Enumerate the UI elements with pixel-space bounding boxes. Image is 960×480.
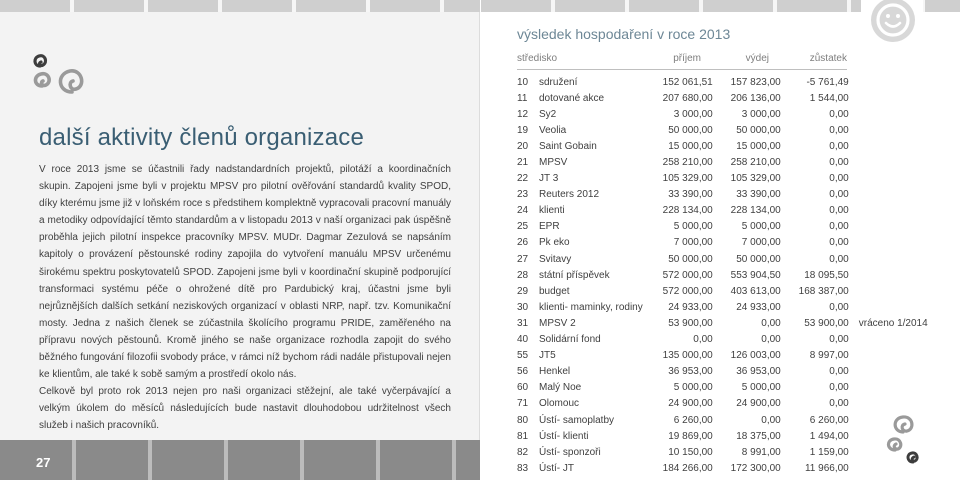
cell-center-name: dotované akce xyxy=(539,92,605,104)
cell-income: 10 150,00 xyxy=(668,446,713,458)
cell-code: 26 xyxy=(517,237,529,249)
cell-center-name: MPSV 2 xyxy=(539,317,576,329)
cell-income: 5 000,00 xyxy=(673,221,713,233)
cell-income: 15 000,00 xyxy=(668,140,713,152)
cell-note xyxy=(849,219,928,235)
cell-income: 258 210,00 xyxy=(662,157,713,169)
cell-expense: 5 000,00 xyxy=(741,221,781,233)
cell-expense: 0,00 xyxy=(761,317,781,329)
cell-income: 50 000,00 xyxy=(668,253,713,265)
page-number: 27 xyxy=(36,455,51,470)
table-row xyxy=(517,106,928,122)
table-row xyxy=(517,122,928,138)
cell-income: 105 329,00 xyxy=(662,173,713,185)
cell-code: 24 xyxy=(517,205,529,217)
cell-code: 22 xyxy=(517,173,529,185)
cell-note xyxy=(849,171,928,187)
cell-balance: 0,00 xyxy=(829,382,849,394)
cell-balance: 8 997,00 xyxy=(809,350,849,362)
cell-income: 3 000,00 xyxy=(673,108,713,120)
column-header-center: středisko xyxy=(517,53,558,64)
table-row xyxy=(517,348,928,364)
cell-note xyxy=(849,283,928,299)
cell-income: 5 000,00 xyxy=(673,382,713,394)
cell-income: 228 134,00 xyxy=(662,205,713,217)
table-row xyxy=(517,187,928,203)
cell-expense: 3 000,00 xyxy=(741,108,781,120)
cell-balance: 0,00 xyxy=(829,205,849,217)
table-row xyxy=(517,219,928,235)
cell-expense: 0,00 xyxy=(761,414,781,426)
cell-balance: 1 159,00 xyxy=(809,446,849,458)
cell-center-name: Ústí- samoplatby xyxy=(539,414,615,426)
cell-note xyxy=(849,332,928,348)
cell-balance: 0,00 xyxy=(829,108,849,120)
cell-balance: 0,00 xyxy=(829,334,849,346)
cell-balance: 0,00 xyxy=(829,237,849,249)
cell-code: 60 xyxy=(517,382,529,394)
cell-center-name: státní příspěvek xyxy=(539,269,610,281)
cell-center-name: Malý Noe xyxy=(539,382,582,394)
cell-center-name: sdružení xyxy=(539,76,578,88)
cell-center-name: Svitavy xyxy=(539,253,572,265)
cell-code: 21 xyxy=(517,157,529,169)
cell-income: 135 000,00 xyxy=(662,350,713,362)
cell-expense: 7 000,00 xyxy=(741,237,781,249)
cell-note xyxy=(849,106,928,122)
cell-balance: 6 260,00 xyxy=(809,414,849,426)
cell-center-name: budget xyxy=(539,285,570,297)
cell-code: 20 xyxy=(517,140,529,152)
cell-note: vráceno 1/2014 xyxy=(858,317,928,329)
table-row xyxy=(517,315,928,331)
cell-note xyxy=(849,122,928,138)
cell-expense: 5 000,00 xyxy=(741,382,781,394)
cell-expense: 172 300,00 xyxy=(730,462,781,474)
cell-balance: 0,00 xyxy=(829,124,849,136)
cell-note xyxy=(849,187,928,203)
cell-center-name: klienti- maminky, rodiny xyxy=(539,301,643,313)
cell-code: 56 xyxy=(517,366,529,378)
cell-center-name: Ústí- JT xyxy=(539,462,574,474)
cell-expense: 24 900,00 xyxy=(736,398,781,410)
cell-income: 24 900,00 xyxy=(668,398,713,410)
cell-income: 19 869,00 xyxy=(668,430,713,442)
cell-code: 10 xyxy=(517,76,529,88)
cell-balance: 168 387,00 xyxy=(798,285,849,297)
cell-expense: 105 329,00 xyxy=(730,173,781,185)
cell-code: 82 xyxy=(517,446,529,458)
cell-balance: 0,00 xyxy=(829,253,849,265)
cell-balance: 0,00 xyxy=(829,189,849,201)
cell-note xyxy=(849,348,928,364)
cell-balance: 0,00 xyxy=(829,157,849,169)
cell-code: 19 xyxy=(517,124,529,136)
table-row xyxy=(517,364,928,380)
cell-note xyxy=(849,380,928,396)
cell-code: 28 xyxy=(517,269,529,281)
cell-income: 33 390,00 xyxy=(668,189,713,201)
table-row xyxy=(517,138,928,154)
cell-expense: 50 000,00 xyxy=(736,124,781,136)
cell-expense: 24 933,00 xyxy=(736,301,781,313)
table-row xyxy=(517,203,928,219)
swirl-logo-icon xyxy=(28,46,90,98)
cell-balance: 0,00 xyxy=(829,366,849,378)
table-row xyxy=(517,267,928,283)
cell-expense: 18 375,00 xyxy=(736,430,781,442)
bottom-decorative-stripe xyxy=(0,440,480,480)
cell-center-name: Saint Gobain xyxy=(539,140,597,152)
cell-center-name: Olomouc xyxy=(539,398,580,410)
cell-code: 81 xyxy=(517,430,529,442)
cell-note xyxy=(849,267,928,283)
right-page xyxy=(481,0,960,480)
cell-expense: 50 000,00 xyxy=(736,253,781,265)
cell-center-name: JT 3 xyxy=(539,173,559,185)
cell-note xyxy=(849,396,928,412)
cell-center-name: Solidární fond xyxy=(539,334,601,346)
cell-note xyxy=(849,251,928,267)
cell-expense: 157 823,00 xyxy=(730,76,781,88)
cell-income: 36 953,00 xyxy=(668,366,713,378)
table-row xyxy=(517,396,928,412)
table-row xyxy=(517,444,928,460)
cell-income: 184 266,00 xyxy=(662,462,713,474)
cell-code: 55 xyxy=(517,350,529,362)
cell-income: 0,00 xyxy=(693,334,713,346)
report-title: výsledek hospodaření v roce 2013 xyxy=(517,26,731,42)
table-row xyxy=(517,299,928,315)
cell-code: 31 xyxy=(517,317,529,329)
cell-expense: 33 390,00 xyxy=(736,189,781,201)
table-row xyxy=(517,412,928,428)
cell-expense: 228 134,00 xyxy=(730,205,781,217)
cell-balance: 0,00 xyxy=(829,301,849,313)
cell-income: 50 000,00 xyxy=(668,124,713,136)
cell-center-name: Pk eko xyxy=(539,237,570,249)
column-header-expense: výdej xyxy=(745,53,769,64)
cell-expense: 8 991,00 xyxy=(741,446,781,458)
body-paragraph: V roce 2013 jsme se účastnili řady nadstandardních projektů, pilotáží a koordinačních skupin. Zapojeni jsme byli v projektu MPSV pro pilotní ověřování standardů kvality SPOD, díky kterému jsme již v loňském roce s předstihem komplektně vypracovali pracovní manuály a metodiky odpovídající těmto standardům a v listopadu 2013 v naší organizaci pak úspěšně proběhla jejich pilotní inspekce pracovníky MPSV. MUDr. Dagmar Zezulová se napsáním kapitoly o provázení pěstounské rodiny zapojila do vytvoření manuálu MPSV určenému širokému spektru poskytovatelů SPOD. Zapojeni jsme byli v koordinační skupině podporující transformaci systému péče o ohrožené dítě pro Pardubický kraj, účastni jsme byli nejrůznějších dalších setkání neziskových organizací v oblasti NRP, např. tzv. Komunikační mosty. Jedna z našich členek se zúčastnila školícího programu PRIDE, zaměřeného na přípravu nových pěstounů. Kromě jiného se naše organizace rozhodla zapojit do svého běžného fungování filozofii svobody práce, v rámci níž bychom rádi nadále přistupovali nejen ke klientům, ale také k sobě samým a prostředí okolo nás. xyxy=(39,164,451,381)
cell-center-name: EPR xyxy=(539,221,560,233)
smiley-badge-icon xyxy=(861,0,923,48)
cell-note xyxy=(849,203,928,219)
cell-income: 53 900,00 xyxy=(668,317,713,329)
cell-code: 12 xyxy=(517,108,529,120)
cell-center-name: JT5 xyxy=(539,350,556,362)
cell-balance: 0,00 xyxy=(829,398,849,410)
table-row xyxy=(517,428,928,444)
cell-code: 71 xyxy=(517,398,529,410)
cell-note xyxy=(849,138,928,154)
cell-note xyxy=(849,90,928,106)
cell-balance: 18 095,50 xyxy=(804,269,849,281)
cell-code: 30 xyxy=(517,301,529,313)
cell-code: 23 xyxy=(517,189,529,201)
financial-table-wrap xyxy=(517,74,937,476)
cell-center-name: Sy2 xyxy=(539,108,557,120)
cell-expense: 206 136,00 xyxy=(730,92,781,104)
cell-code: 29 xyxy=(517,285,529,297)
table-row xyxy=(517,251,928,267)
body-paragraph: Celkově byl proto rok 2013 nejen pro naši organizaci stěžejní, ale také vyčerpávající a velkým úkolem do měsíců následujících bude nastavit dlouhodobou udržitelnost všech služeb i našich pracovníků. xyxy=(39,386,451,432)
header-divider xyxy=(517,69,847,70)
table-header xyxy=(517,53,847,67)
table-row xyxy=(517,460,928,476)
column-header-income: příjem xyxy=(673,53,701,64)
table-row xyxy=(517,74,928,90)
cell-income: 7 000,00 xyxy=(673,237,713,249)
section-title: další aktivity členů organizace xyxy=(39,124,365,151)
cell-balance: 0,00 xyxy=(829,221,849,233)
table-row xyxy=(517,332,928,348)
cell-note xyxy=(849,74,928,90)
cell-code: 11 xyxy=(517,92,528,104)
cell-income: 24 933,00 xyxy=(668,301,713,313)
cell-code: 27 xyxy=(517,253,529,265)
cell-balance: 1 494,00 xyxy=(809,430,849,442)
cell-income: 152 061,51 xyxy=(662,76,713,88)
cell-balance: 0,00 xyxy=(829,140,849,152)
cell-expense: 0,00 xyxy=(761,334,781,346)
cell-center-name: Ústí- sponzoři xyxy=(539,446,601,458)
cell-expense: 553 904,50 xyxy=(730,269,781,281)
table-row xyxy=(517,154,928,170)
table-row xyxy=(517,235,928,251)
body-text xyxy=(39,161,451,435)
cell-income: 6 260,00 xyxy=(673,414,713,426)
cell-income: 572 000,00 xyxy=(662,285,713,297)
cell-code: 40 xyxy=(517,334,529,346)
financial-table xyxy=(517,74,928,476)
cell-center-name: klienti xyxy=(539,205,565,217)
cell-note xyxy=(849,235,928,251)
table-row xyxy=(517,90,928,106)
cell-center-name: Veolia xyxy=(539,124,567,136)
cell-balance: 11 966,00 xyxy=(804,462,849,474)
cell-income: 207 680,00 xyxy=(662,92,713,104)
cell-balance: 1 544,00 xyxy=(809,92,849,104)
cell-expense: 15 000,00 xyxy=(736,140,781,152)
cell-center-name: Reuters 2012 xyxy=(539,189,600,201)
cell-center-name: MPSV xyxy=(539,157,568,169)
cell-balance: -5 761,49 xyxy=(806,76,849,88)
cell-expense: 36 953,00 xyxy=(736,366,781,378)
cell-center-name: Henkel xyxy=(539,366,571,378)
table-row xyxy=(517,283,928,299)
cell-income: 572 000,00 xyxy=(662,269,713,281)
cell-balance: 0,00 xyxy=(829,173,849,185)
cell-note xyxy=(849,154,928,170)
table-row xyxy=(517,380,928,396)
cell-balance: 53 900,00 xyxy=(804,317,849,329)
top-decorative-stripe xyxy=(0,0,480,12)
cell-note xyxy=(849,364,928,380)
column-header-balance: zůstatek xyxy=(809,53,847,64)
cell-code: 80 xyxy=(517,414,529,426)
table-row xyxy=(517,171,928,187)
swirl-logo-icon xyxy=(881,414,921,466)
cell-note xyxy=(849,299,928,315)
cell-code: 83 xyxy=(517,462,529,474)
cell-expense: 403 613,00 xyxy=(730,285,781,297)
cell-code: 25 xyxy=(517,221,529,233)
cell-expense: 258 210,00 xyxy=(730,157,781,169)
cell-expense: 126 003,00 xyxy=(730,350,781,362)
cell-center-name: Ústí- klienti xyxy=(539,430,589,442)
